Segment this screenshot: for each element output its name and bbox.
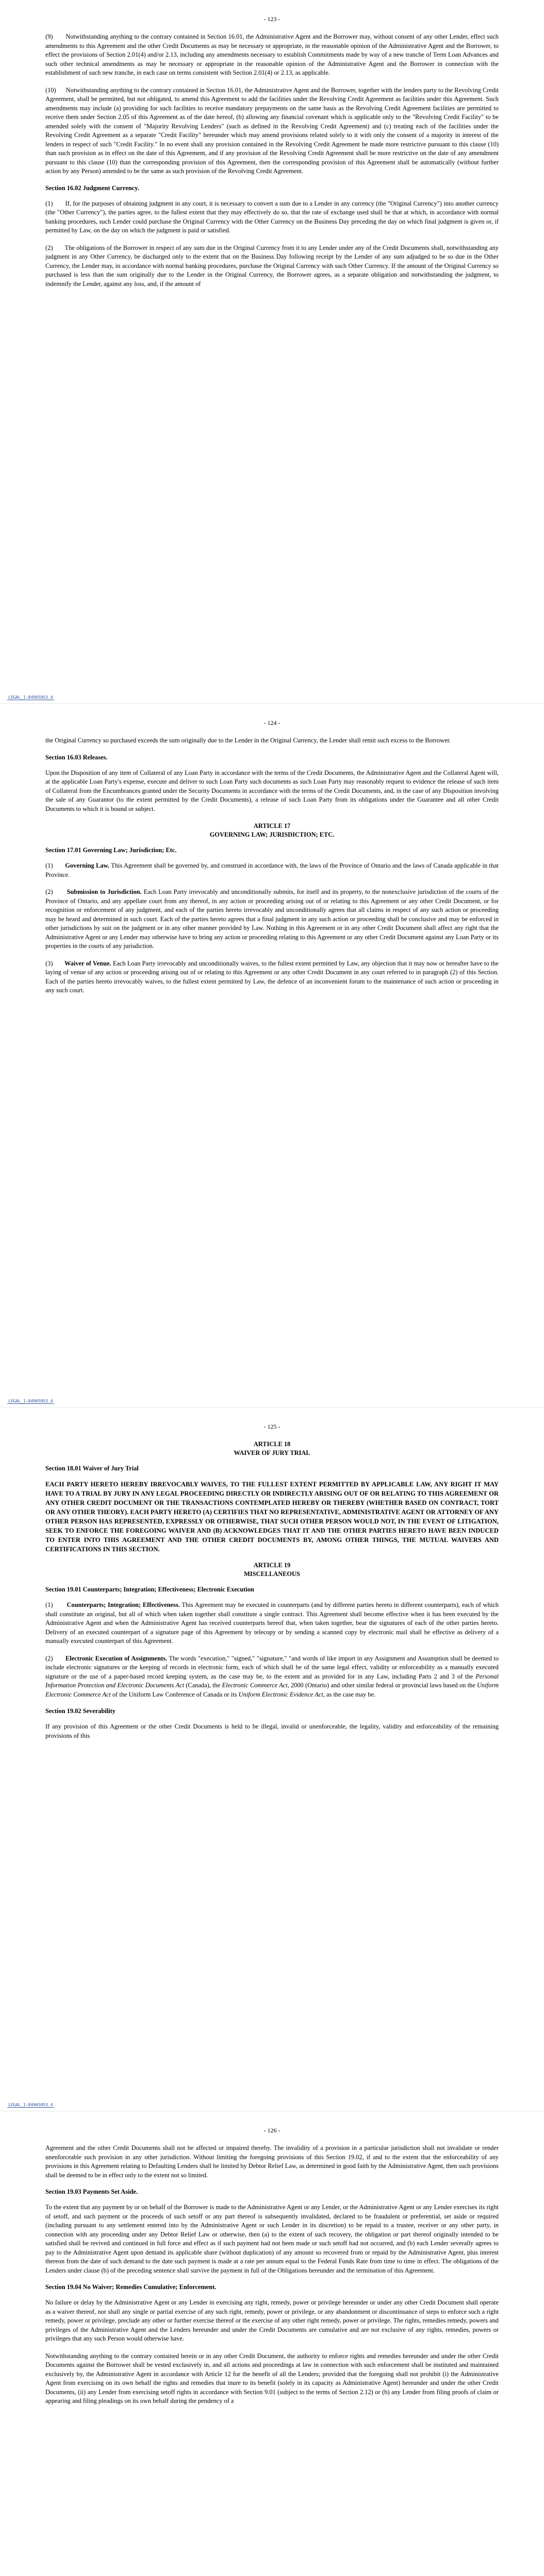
paragraph-lead: (2) bbox=[45, 1654, 53, 1662]
section-heading-19-01: Section 19.01 Counterparts; Integration; Effectiveness; Electronic Execution bbox=[45, 1586, 254, 1593]
paragraph-16-02-2 bbox=[45, 244, 499, 289]
paragraph-text: If, for the purposes of obtaining judgment in any court, it is necessary to convert a sum due to a Lender in any currency (the "Original Currency") into another currency (the "Other Currency"), the parties agree, to the fullest extent that they may effectively do so, that the rate of exchange used shall be that at which, in accordance with normal banking procedures, such Lender could purchase the Original Currency with the Other Currency on the Business Day preceding the day on which final judgment is given or, if permitted by Law, on the day on which the judgment is paid or satisfied. bbox=[45, 199, 499, 234]
article-heading-19 bbox=[45, 1561, 499, 1579]
page-number: - 125 - bbox=[263, 1423, 281, 1430]
paragraph-lead: (10) bbox=[45, 86, 56, 94]
article-heading-17 bbox=[45, 822, 499, 839]
paragraph-19-01-2 bbox=[45, 1654, 499, 1700]
paragraph-text: Notwithstanding anything to the contrary contained in Section 16.01, the Administrative Agent and the Borrower may, without consent of any other Lender, effect such amendments to this Agreement and the other Credit Documents as may be necessary or appropriate, in the reasonable opinion of the Administrative Agent and the Borrower, to effect the provisions of Section 2.01(4) and/or 2.13, including any amendments necessary to establish Commitments made by way of a new tranche of Term Loan Advances and such other technical amendments as may be necessary or appropriate in the reasonable opinion of the Administrative Agent and the Borrower in connection with the establishment of such new tranche, in each case on terms consistent with Section 2.01(4) or 2.13, as applicable. bbox=[45, 33, 499, 76]
paragraph-lead: (2) bbox=[45, 244, 53, 251]
paragraph-continuation: Agreement and the other Credit Documents shall not be affected or impaired thereby. The invalidity of a provision in a particular jurisdiction shall not invalidate or render unenforceable such provision in any other jurisdiction. Without limiting the foregoing provisions of this Section 19.02, if and to the extent that the enforceability of any provisions in this Agreement relating to Defaulting Lenders shall be limited by Debtor Relief Law, as determined in good faith by the Administrative Agent, then such provisions shall be deemed to be in effect only to the extent not so limited. bbox=[45, 2144, 499, 2179]
paragraph-payments-set-aside: To the extent that any payment by or on behalf of the Borrower is made to the Administrative Agent or any Lender, or the Administrative Agent or any Lender exercises its right of setoff, and such payment or the proceeds of such setoff or any part thereof is subsequently invalidated, declared to be fraudulent or preferential, set aside or required (including pursuant to any settlement entered into by the Administrative Agent or such Lender in its discretion) to be repaid to a trustee, receiver or any other party, in connection with any proceeding under any Debtor Relief Law or otherwise, then (a) to the extent of such recovery, the obligation or part thereof originally intended to be satisfied shall be revived and continued in full force and effect as if such payment had not been made or such setoff had not occurred, and (b) each Lender severally agrees to pay to the Administrative Agent upon demand its applicable share (without duplication) of any amount so recovered from or repaid by the Administrative Agent, plus interest thereon from the date of such demand to the date such payment is made at a rate per annum equal to the Federal Funds Rate from time to time in effect. The obligations of the Lenders under clause (b) of the preceding sentence shall survive the payment in full of the Obligations hereunder and the termination of this Agreement. bbox=[45, 2204, 499, 2274]
article-heading-18 bbox=[45, 1440, 499, 1458]
paragraph-no-waiver: No failure or delay by the Administrative Agent or any Lender in exercising any right, remedy, power or privilege hereunder or under any other Credit Document shall operate as a waiver thereof, nor shall any single or partial exercise of any such right, remedy, power or privilege, or any abandonment or discontinuance of steps to enforce such a right remedy, power or privilege, preclude any other or further exercise thereof or the exercise of any other right remedy, power or privilege. The rights, remedies remedy, powers and privileges of the Administrative Agent and the Lenders hereunder and under the Credit Documents are cumulative and are not exclusive of any rights, remedies, powers or privileges that any such Person would otherwise have. bbox=[45, 2299, 499, 2342]
page-126 bbox=[0, 2111, 544, 2576]
section-heading-18-01: Section 18.01 Waiver of Jury Trial bbox=[45, 1465, 139, 1472]
section-heading-19-03: Section 19.03 Payments Set Aside. bbox=[45, 2188, 138, 2195]
document-id-link[interactable]: LEGAL_1:84965053.4 bbox=[8, 695, 53, 700]
article-title: MISCELLANEOUS bbox=[244, 1570, 300, 1578]
page-number: - 126 - bbox=[263, 2127, 281, 2134]
article-number: ARTICLE 18 bbox=[253, 1440, 291, 1448]
paragraph-16-01-9 bbox=[45, 32, 499, 78]
paragraph-text: This Agreement may be executed in counterparts (and by different parties hereto in different counterparts), each of which shall constitute an original, but all of which when taken together shall constitute a single contract. This Agreement shall become effective when it has been executed by the Administrative Agent and when the Administrative Agent has received counterparts hereof that, when taken together, bear the signatures of each of the other parties hereto. Delivery of an executed counterpart of a signature page of this Agreement by telecopy or by sending a scanned copy by electronic mail shall be effective as delivery of a manually executed counterpart of this Agreement. bbox=[45, 1601, 499, 1645]
paragraph-severability: If any provision of this Agreement or the other Credit Documents is held to be illegal, invalid or unenforceable, the legality, validity and enforceability of the remaining provisions of this bbox=[45, 1723, 499, 1739]
paragraph-lead: (1) bbox=[45, 199, 53, 207]
paragraph-text: Notwithstanding anything to the contrary contained in Section 16.01, the Administrative Agent and the Borrower, together with the lenders party to the Revolving Credit Agreement, shall be permitted, but not obligated, to amend this Agreement to add the facilities under the Revolving Credit Agreement as facilities under this Agreement. Such amendments may include (a) providing for such facilities to receive mandatory prepayments on the same basis as the Revolving Credit Agreement facilities are permitted to receive them under Section 2.05 of this Agreement as of the date hereof, (b) allowing any financial covenant which is applicable only to the "Revolving Credit Facility" to be amended solely with the consent of "Majority Revolving Lenders" (such as defined in the Revolving Credit Agreement) and (c) treating each of the facilities under the Revolving Credit Agreement as a separate "Credit Facility" hereunder which may amend provisions related solely to it with only the consent of a majority in interest of the lenders in respect of such "Credit Facility." In no event shall any provision contained in the Revolving Credit Agreement be made more restrictive pursuant to this clause (10) than such provision as in effect on the date of this Agreement, and if any provision of the Revolving Credit Agreement shall be more restrictive on the date of any amendment pursuant to this clause (10) than the corresponding provision of this Agreement, then the corresponding provision of this Agreement shall be automatically (without further action by any Person) amended to be the same as such provision of the Revolving Credit Agreement. bbox=[45, 86, 499, 175]
paragraph-title: Electronic Execution of Assignments. bbox=[65, 1654, 168, 1662]
section-heading-17-01: Section 17.01 Governing Law; Jurisdiction; Etc. bbox=[45, 846, 177, 854]
document-id-link[interactable]: LEGAL_1:84965053.4 bbox=[8, 2103, 53, 2107]
page-123 bbox=[0, 0, 544, 703]
paragraph-16-02-1 bbox=[45, 199, 499, 235]
paragraph-text: Each Loan Party irrevocably and unconditionally submits, for itself and its property, to the nonexclusive jurisdiction of the courts of the Province of Ontario, and any appellate court from any thereof, in any action or proceeding arising out of or relating to this Agreement or any other Credit Document, or for recognition or enforcement of any judgment, and each of the parties hereto irrevocably and unconditionally agrees that all claims in respect of any such action or proceeding may be heard and determined in such court. Each of the parties hereto agrees that a final judgment in any such action or proceeding shall be conclusive and may be enforced in other jurisdictions by suit on the judgment or in any other manner provided by Law. Nothing in this Agreement or in any other Credit Document shall affect any right that the Administrative Agent or any Lender may otherwise have to bring any action or proceeding relating to this Agreement or any other Credit Document against any Loan Party or its properties in the courts of any jurisdiction. bbox=[45, 888, 499, 950]
article-number: ARTICLE 17 bbox=[253, 822, 291, 829]
jury-waiver-text: EACH PARTY HERETO HEREBY IRREVOCABLY WAIVES, TO THE FULLEST EXTENT PERMITTED BY APPLICABLE LAW, ANY RIGHT IT MAY HAVE TO A TRIAL BY JURY IN ANY LEGAL PROCEEDING DIRECTLY OR INDIRECTLY ARISING OUT OF OR RELATING TO THIS AGREEMENT OR ANY OTHER CREDIT DOCUMENT OR THE TRANSACTIONS CONTEMPLATED HEREBY OR THEREBY (WHETHER BASED ON CONTRACT, TORT OR ANY OTHER THEORY). EACH PARTY HERETO (A) CERTIFIES THAT NO REPRESENTATIVE, ADMINISTRATIVE AGENT OR ATTORNEY OF ANY OTHER PERSON HAS REPRESENTED, EXPRESSLY OR OTHERWISE, THAT SUCH OTHER PERSON WOULD NOT, IN THE EVENT OF LITIGATION, SEEK TO ENFORCE THE FOREGOING WAIVER AND (B) ACKNOWLEDGES THAT IT AND THE OTHER PARTIES HERETO HAVE BEEN INDUCED TO ENTER INTO THIS AGREEMENT AND THE OTHER CREDIT DOCUMENTS BY, AMONG OTHER THINGS, THE MUTUAL WAIVERS AND CERTIFICATIONS IN THIS SECTION. bbox=[45, 1481, 499, 1553]
page-number: - 123 - bbox=[263, 15, 281, 23]
article-title: GOVERNING LAW; JURISDICTION; ETC. bbox=[209, 831, 335, 838]
paragraph-19-01-1 bbox=[45, 1601, 499, 1646]
paragraph-text: of the Uniform Law Conference of Canada or its bbox=[110, 1690, 239, 1698]
paragraph-lead: (1) bbox=[45, 1601, 53, 1608]
paragraph-text: , as the case may be. bbox=[323, 1690, 376, 1698]
document-id-link[interactable]: LEGAL_1:84965053.4 bbox=[8, 1399, 53, 1403]
paragraph-text: (Canada), the bbox=[184, 1682, 222, 1689]
paragraph-enforcement: Notwithstanding anything to the contrary contained herein or in any other Credit Document, the authority to enforce rights and remedies hereunder and under the other Credit Documents against the Borrower shall be vested exclusively in, and all actions and proceedings at law in connection with such enforcement shall be instituted and maintained exclusively by, the Administrative Agent in accordance with Article 12 for the benefit of all the Lenders; provided that the foregoing shall not prohibit (i) the Administrative Agent from exercising on its own behalf the rights and remedies that inure to its benefit (solely in its capacity as Administrative Agent) hereunder and under the other Credit Documents, (ii) any Lender from exercising setoff rights in accordance with Section 9.01 (subject to the terms of Section 2.12) or (b) any Lender from filing proofs of claim or appearing and filing pleadings on its own behalf during the pendency of a bbox=[45, 2352, 499, 2404]
paragraph-17-01-2 bbox=[45, 888, 499, 951]
paragraph-lead: (3) bbox=[45, 959, 53, 967]
section-heading-16-03: Section 16.03 Releases. bbox=[45, 753, 108, 761]
paragraph-title: Counterparts; Integration; Effectiveness. bbox=[67, 1601, 180, 1608]
paragraph-title: Governing Law. bbox=[65, 862, 109, 869]
page-125 bbox=[0, 1408, 544, 2111]
section-heading-19-04: Section 19.04 No Waiver; Remedies Cumulative; Enforcement. bbox=[45, 2283, 217, 2291]
paragraph-lead: (2) bbox=[45, 888, 53, 895]
paragraph-lead: (9) bbox=[45, 33, 53, 40]
page-124 bbox=[0, 704, 544, 1407]
paragraph-title: Submission to Jurisdiction. bbox=[67, 888, 142, 895]
page-number: - 124 - bbox=[263, 719, 281, 726]
statute-name: Electronic Commerce Act bbox=[222, 1682, 288, 1689]
section-heading-16-02: Section 16.02 Judgment Currency. bbox=[45, 184, 139, 192]
article-title: WAIVER OF JURY TRIAL bbox=[234, 1449, 310, 1456]
paragraph-lead: (1) bbox=[45, 862, 53, 869]
paragraph-17-01-3 bbox=[45, 959, 499, 995]
paragraph-releases: Upon the Disposition of any item of Collateral of any Loan Party in accordance with the terms of the Credit Documents, the Administrative Agent and the Collateral Agent will, at the applicable Loan Party's expense, execute and deliver to such Loan Party such documents as such Loan Party may reasonably request to evidence the release of such item of Collateral from the Encumbrances granted under the Security Documents in accordance with the terms of the Credit Documents, and, in the case of any Disposition involving the sale of any Guarantor (to the extent permitted by the Credit Documents), a release of such Loan Party from its obligations under the Guarantee and all other Credit Documents to which it is bound or subject. bbox=[45, 769, 499, 812]
statute-name: Uniform Electronic Commerce Act bbox=[45, 1682, 499, 1698]
paragraph-text: Each Loan Party irrevocably and unconditionally waives, to the fullest extent permitted by Law, any objection that it may now or hereafter have to the laying of venue of any action or proceeding arising out of or relating to this Agreement or any other Credit Document in any court referred to in paragraph (2) of this Section. Each of the parties hereto irrevocably waives, to the fullest extent permitted by Law, the defence of an inconvenient forum to the maintenance of such action or proceeding in any such court. bbox=[45, 959, 499, 994]
paragraph-17-01-1 bbox=[45, 861, 499, 879]
statute-name: Uniform Electronic Evidence Act bbox=[238, 1690, 323, 1698]
paragraph-continuation: the Original Currency so purchased exceeds the sum originally due to the Lender in the Original Currency, the Lender shall remit such excess to the Borrower. bbox=[45, 737, 451, 744]
article-number: ARTICLE 19 bbox=[253, 1562, 291, 1569]
section-heading-19-02: Section 19.02 Severability bbox=[45, 1707, 116, 1715]
paragraph-text: , 2000 (Ontario) and other similar federal or provincial laws based on the bbox=[287, 1682, 477, 1689]
paragraph-text: The words "execution," "signed," "signature," "and words of like import in any Assignment and Assumption shall be deemed to include electronic signatures or the keeping of records in electronic form, each of which shall be of the same legal effect, validity or enforceability as a manually executed signature or the use of a paper-based record keeping system, as the case may be, to the extent and as provided for in any Law, including Parts 2 and 3 of the bbox=[45, 1654, 499, 1680]
paragraph-title: Waiver of Venue. bbox=[64, 959, 111, 967]
paragraph-16-01-10 bbox=[45, 86, 499, 176]
paragraph-text: The obligations of the Borrower in respect of any sum due in the Original Currency from it to any Lender under any of the Credit Documents shall, notwithstanding any judgment in any Other Currency, be discharged only to the extent that on the Business Day following receipt by the Lender of any sum adjudged to be so due in the Other Currency, the Lender may, in accordance with normal banking procedures, purchase the Original Currency with such Other Currency. If the amount of the Original Currency so purchased is less than the sum originally due to the Lender in the Original Currency, the Borrower agrees, as a separate obligation and notwithstanding the judgment, to indemnify the Lender, against any loss, and, if the amount of bbox=[45, 244, 499, 287]
statute-name: Personal Information Protection and Electronic Documents Act bbox=[45, 1672, 499, 1689]
paragraph-text: This Agreement shall be governed by, and construed in accordance with, the laws of the Province of Ontario and the laws of Canada applicable in that Province. bbox=[45, 862, 499, 878]
